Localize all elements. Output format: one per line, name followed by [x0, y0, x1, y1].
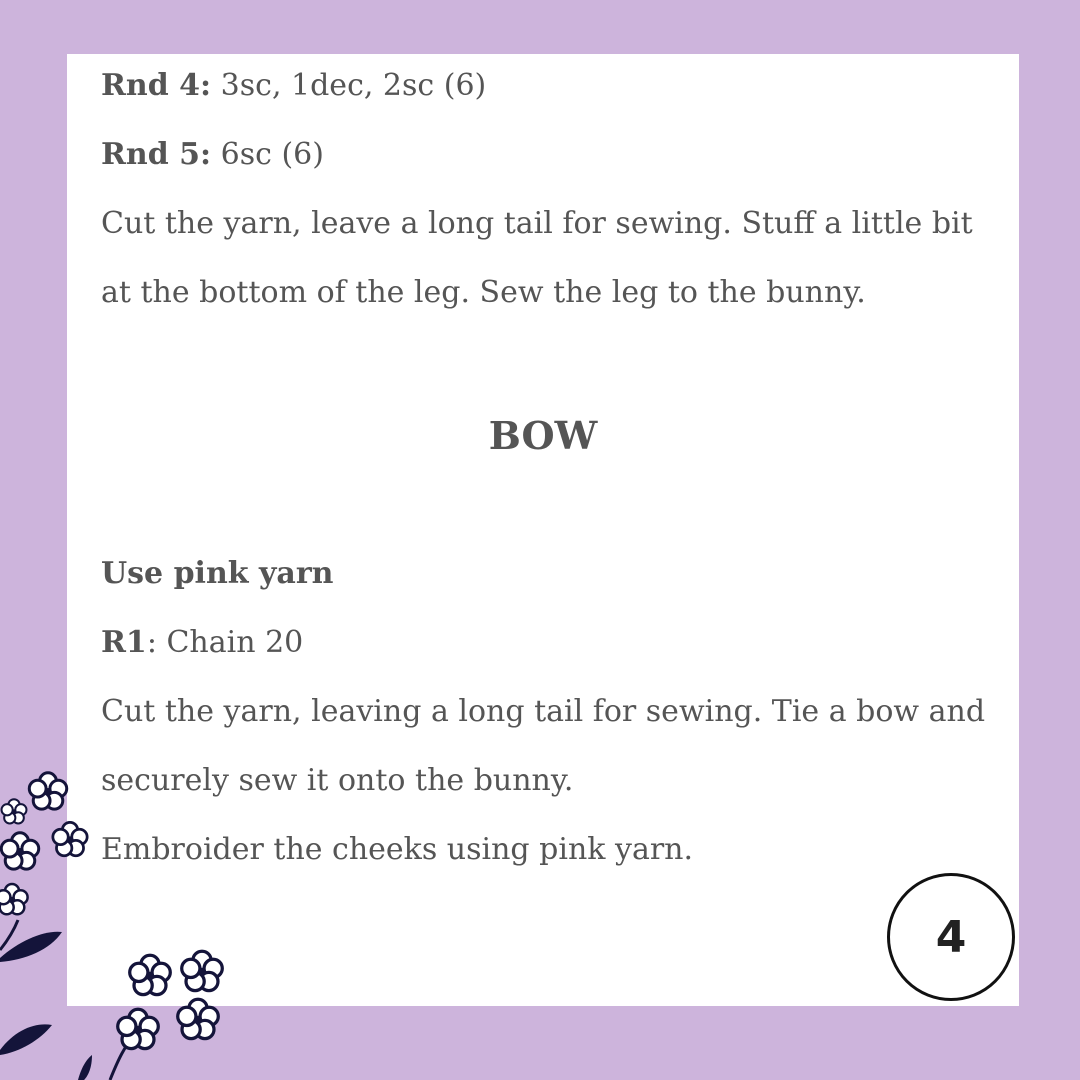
bow-paragraph-line-2: securely sew it onto the bunny. — [101, 763, 574, 798]
leg-paragraph-line-2: at the bottom of the leg. Sew the leg to the bunny. — [101, 275, 866, 310]
r1-line — [101, 623, 303, 663]
stem-line — [0, 920, 18, 950]
floral-decoration — [0, 740, 260, 1080]
rnd4-line — [101, 66, 486, 106]
bow-heading: BOW — [488, 413, 598, 458]
page-number-badge — [887, 873, 1015, 1001]
r1-text: : Chain 20 — [146, 625, 304, 660]
rnd5-line — [101, 135, 324, 175]
rnd5-text: 6sc (6) — [211, 137, 324, 172]
yarn-note: Use pink yarn — [101, 556, 334, 591]
r1-label: R1 — [101, 625, 147, 660]
rnd4-text: 3sc, 1dec, 2sc (6) — [211, 68, 487, 103]
bow-paragraph-line-1: Cut the yarn, leaving a long tail for sewing. Tie a bow and — [101, 694, 986, 729]
cheeks-line: Embroider the cheeks using pink yarn. — [101, 832, 694, 867]
leaf-shape — [78, 1055, 92, 1080]
rnd4-label: Rnd 4: — [101, 68, 212, 103]
leaf-shape — [0, 1024, 52, 1055]
flower-cluster-bottom — [118, 951, 223, 1048]
rnd5-label: Rnd 5: — [101, 137, 212, 172]
leg-paragraph-line-1: Cut the yarn, leave a long tail for sewing. Stuff a little bit — [101, 206, 973, 241]
flower-cluster-top — [0, 773, 87, 915]
page-number: 4 — [935, 911, 967, 963]
